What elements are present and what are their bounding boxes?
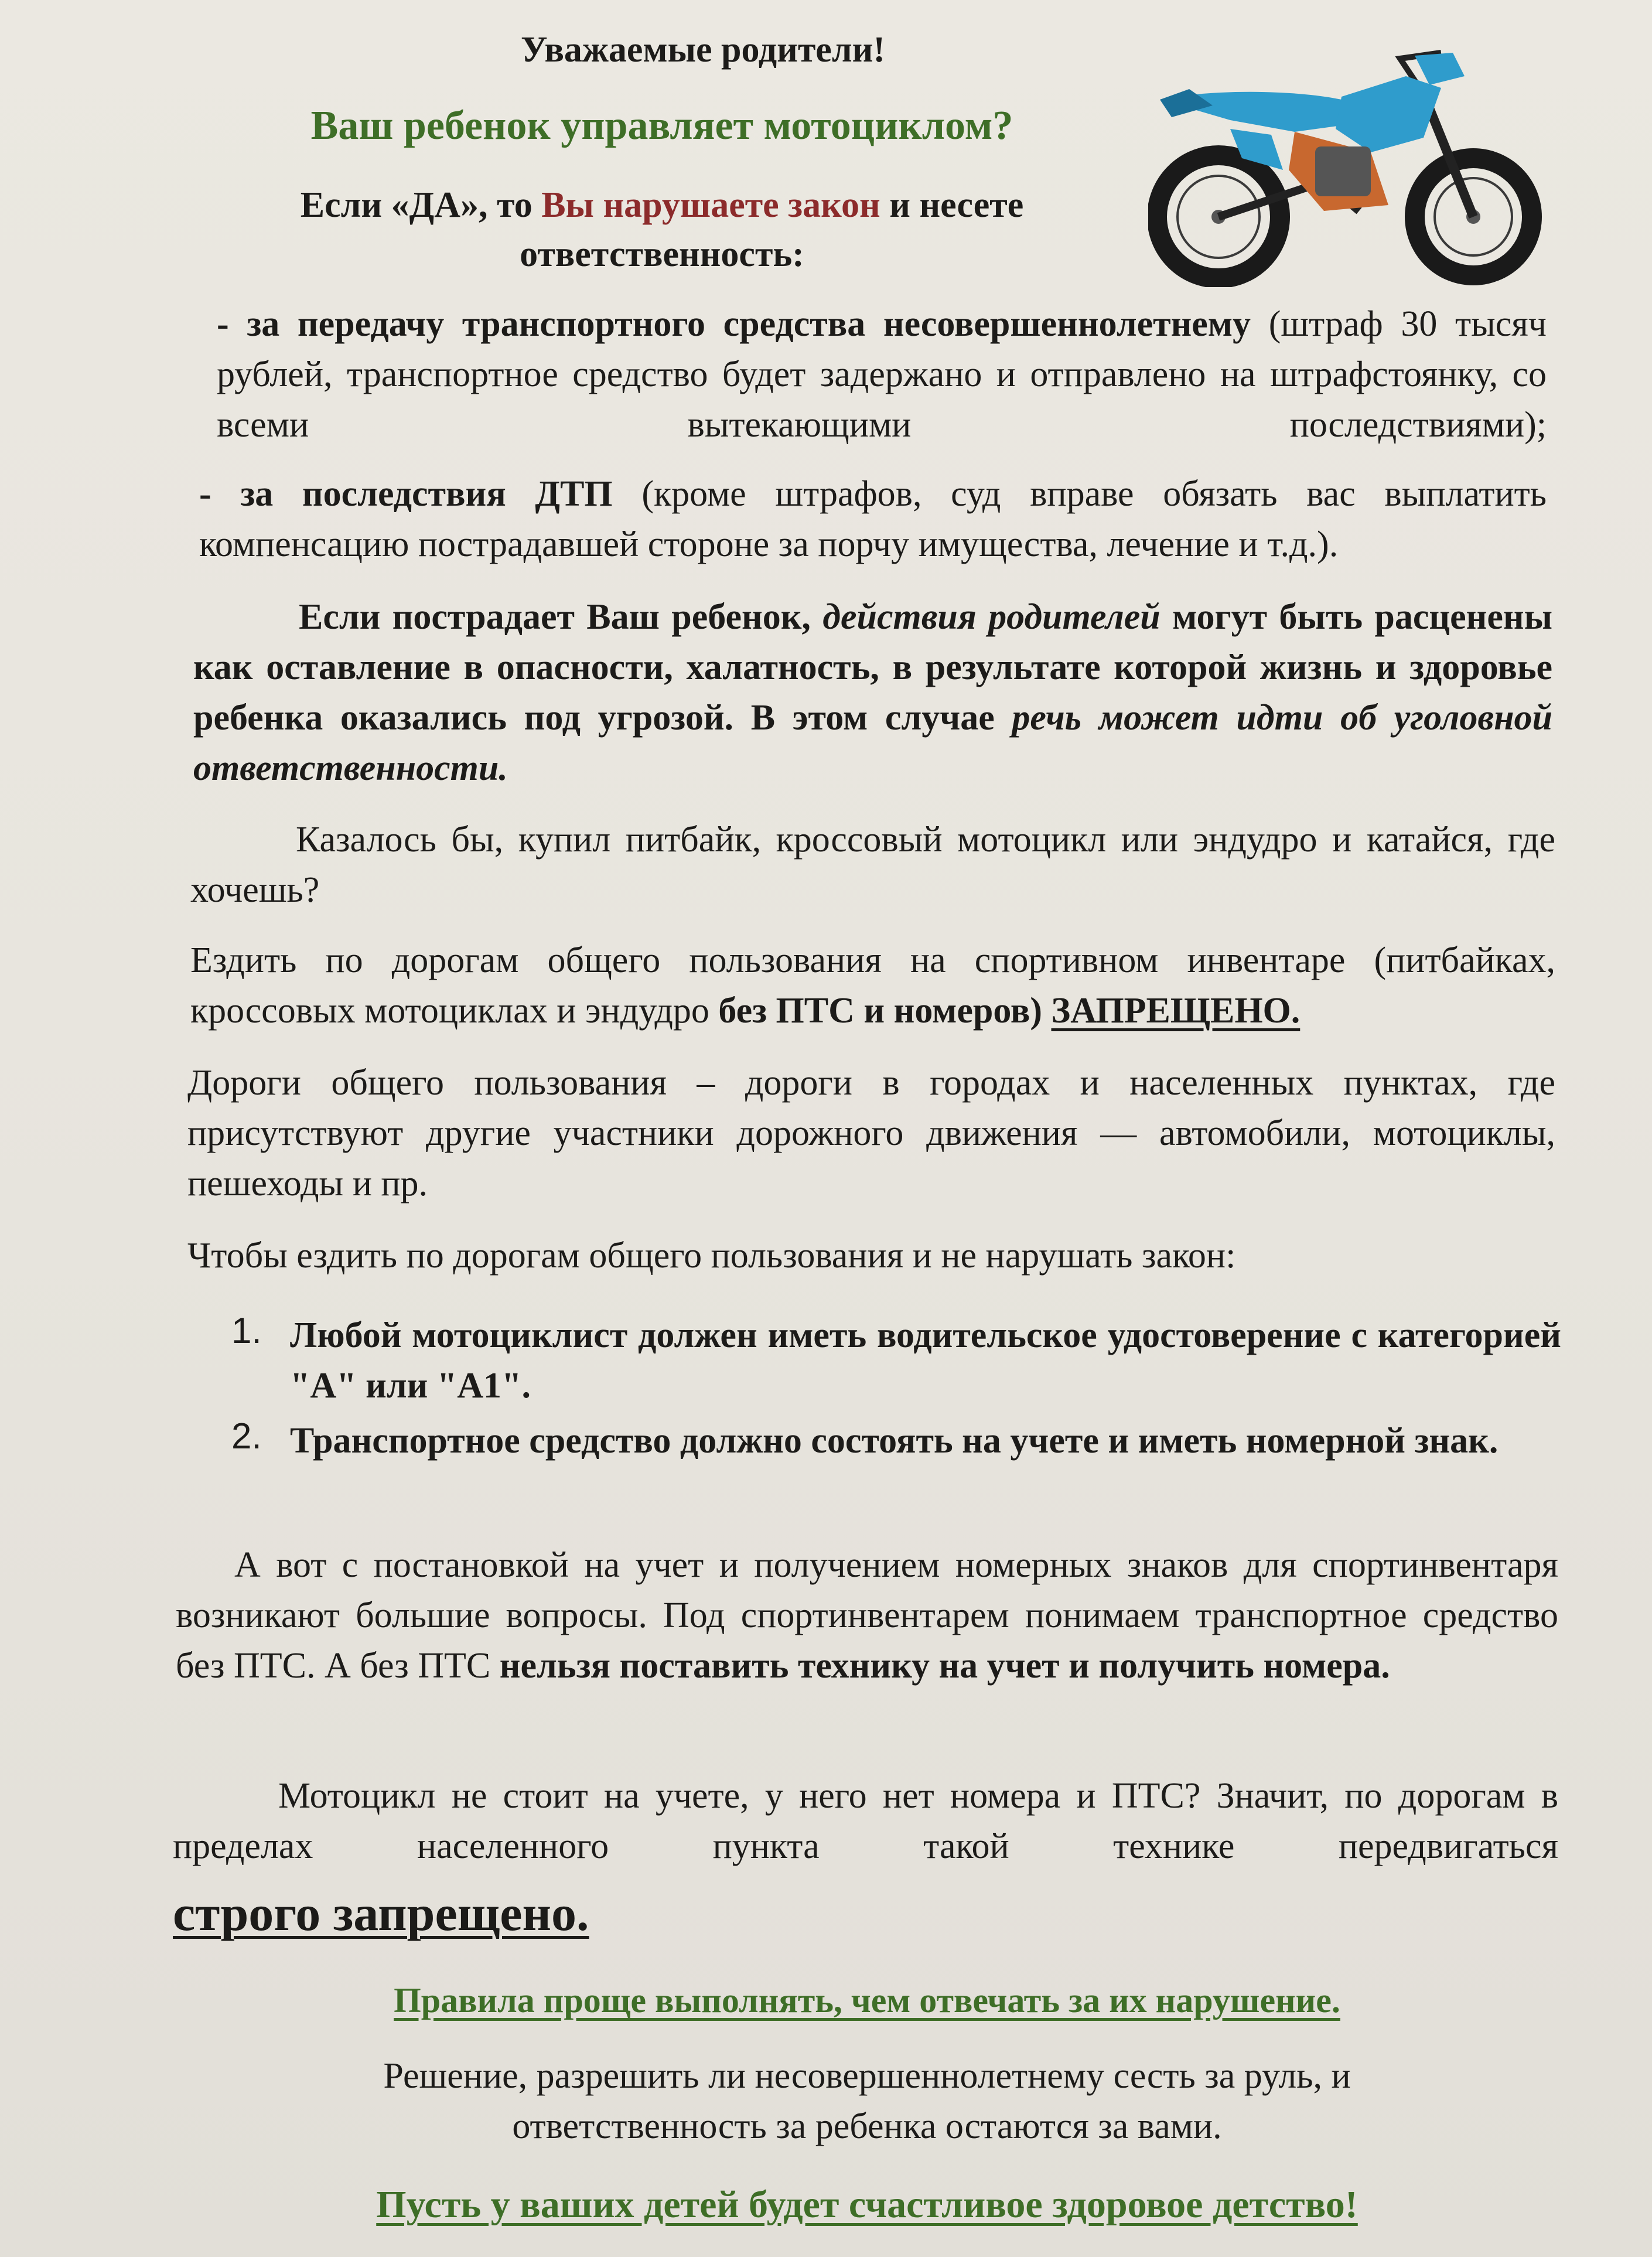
road-ban-no-docs: без ПТС и номеров) — [718, 991, 1042, 1031]
road-ban-forbidden: ЗАПРЕЩЕНО. — [1051, 991, 1301, 1031]
list-item-text: Любой мотоциклист должен иметь водительское удостоверение с категорией "А" или "А1". — [290, 1315, 1561, 1406]
liability-item-transfer-title: - за передачу транспортного средства несовершеннолетнему — [217, 304, 1251, 344]
decision-paragraph — [176, 2051, 1558, 2152]
road-ban-paragraph — [190, 935, 1555, 1036]
motorcycle-icon — [1148, 35, 1547, 287]
liability-item-accident — [199, 469, 1547, 570]
registration-paragraph — [176, 1540, 1558, 1691]
warning-parents-actions: действия родителей — [822, 597, 1161, 637]
strictly-forbidden — [173, 1884, 589, 1942]
requirements-list — [231, 1310, 1561, 1466]
greeting-heading: Уважаемые родители! — [521, 30, 885, 70]
question-heading: Ваш ребенок управляет мотоциклом? — [310, 103, 1013, 148]
road-ban-text: Ездить по дорогам общего пользования на спортивном инвентаре (питбайках, кроссовых мотоциклах и эндудро — [190, 940, 1555, 1031]
criminal-liability-warning — [193, 592, 1552, 793]
list-item — [231, 1416, 1561, 1466]
list-item-number: 1. — [231, 1311, 262, 1351]
liability-item-accident-text: (кроме штрафов, суд вправе обязать вас выплатить компенсацию пострадавшей стороне за порчу имущества, лечение и т.д.). — [199, 474, 1547, 564]
pitbike-question: Казалось бы, купил питбайк, кроссовый мотоцикл или эндудро и катайся, где хочешь? — [190, 820, 1555, 910]
list-item — [231, 1310, 1561, 1411]
rules-slogan — [176, 1980, 1558, 2021]
rules-slogan-text: Правила проще выполнять, чем отвечать за их нарушение. — [394, 1981, 1340, 2020]
if-yes-suffix: и несете — [880, 185, 1024, 225]
wish-slogan — [176, 2183, 1558, 2227]
warning-part-3: могут быть расценены как оставление в опасности, халатность, в результате которой жизнь и здоровье ребенка оказались под угрозой. В этом случае — [193, 597, 1553, 738]
public-roads-definition: Дороги общего пользования – дороги в городах и населенных пунктах, где присутствуют другие участники дорожного движения — автомобили, мотоциклы, пешеходы и пр. — [187, 1063, 1555, 1203]
wish-slogan-text: Пусть у ваших детей будет счастливое здоровое детство! — [376, 2183, 1358, 2226]
conclusion-paragraph: Мотоцикл не стоит на учете, у него нет номера и ПТС? Значит, по дорогам в пределах населенного пункта такой технике передвигаться — [173, 1776, 1558, 1866]
responsibility-word: ответственность: — [520, 234, 804, 274]
warning-part-1: Если пострадает Ваш ребенок, — [299, 597, 823, 637]
law-violation-text: Вы нарушаете закон — [541, 185, 880, 225]
liability-item-accident-title: - за последствия ДТП — [199, 474, 613, 514]
if-yes-prefix: Если «ДА», то — [300, 185, 542, 225]
decision-line-2: ответственность за ребенка остаются за вами. — [512, 2106, 1222, 2146]
decision-line-1: Решение, разрешить ли несовершеннолетнему сесть за руль, и — [383, 2056, 1351, 2096]
strictly-forbidden-text: строго запрещено. — [173, 1885, 589, 1941]
list-item-text: Транспортное средство должно состоять на учете и иметь номерной знак. — [290, 1421, 1499, 1461]
requirements-intro: Чтобы ездить по дорогам общего пользования и не нарушать закон: — [187, 1236, 1236, 1276]
liability-item-transfer-text: (штраф 30 тысяч рублей, транспортное средство будет задержано и отправлено на штрафстоянку, со всеми вытекающими последствиями); — [217, 304, 1547, 445]
warning-criminal-liability: речь может идти об уголовной ответственности. — [193, 698, 1552, 788]
registration-text: А вот с постановкой на учет и получением номерных знаков для спортинвентаря возникают большие вопросы. Под спортинвентарем понимаем транспортное средство без ПТС. А без ПТС — [176, 1545, 1558, 1686]
list-item-number: 2. — [231, 1416, 262, 1457]
if-yes-heading — [223, 180, 1101, 279]
liability-item-transfer — [199, 299, 1547, 450]
registration-impossible: нельзя поставить технику на учет и получить номера. — [499, 1646, 1390, 1686]
